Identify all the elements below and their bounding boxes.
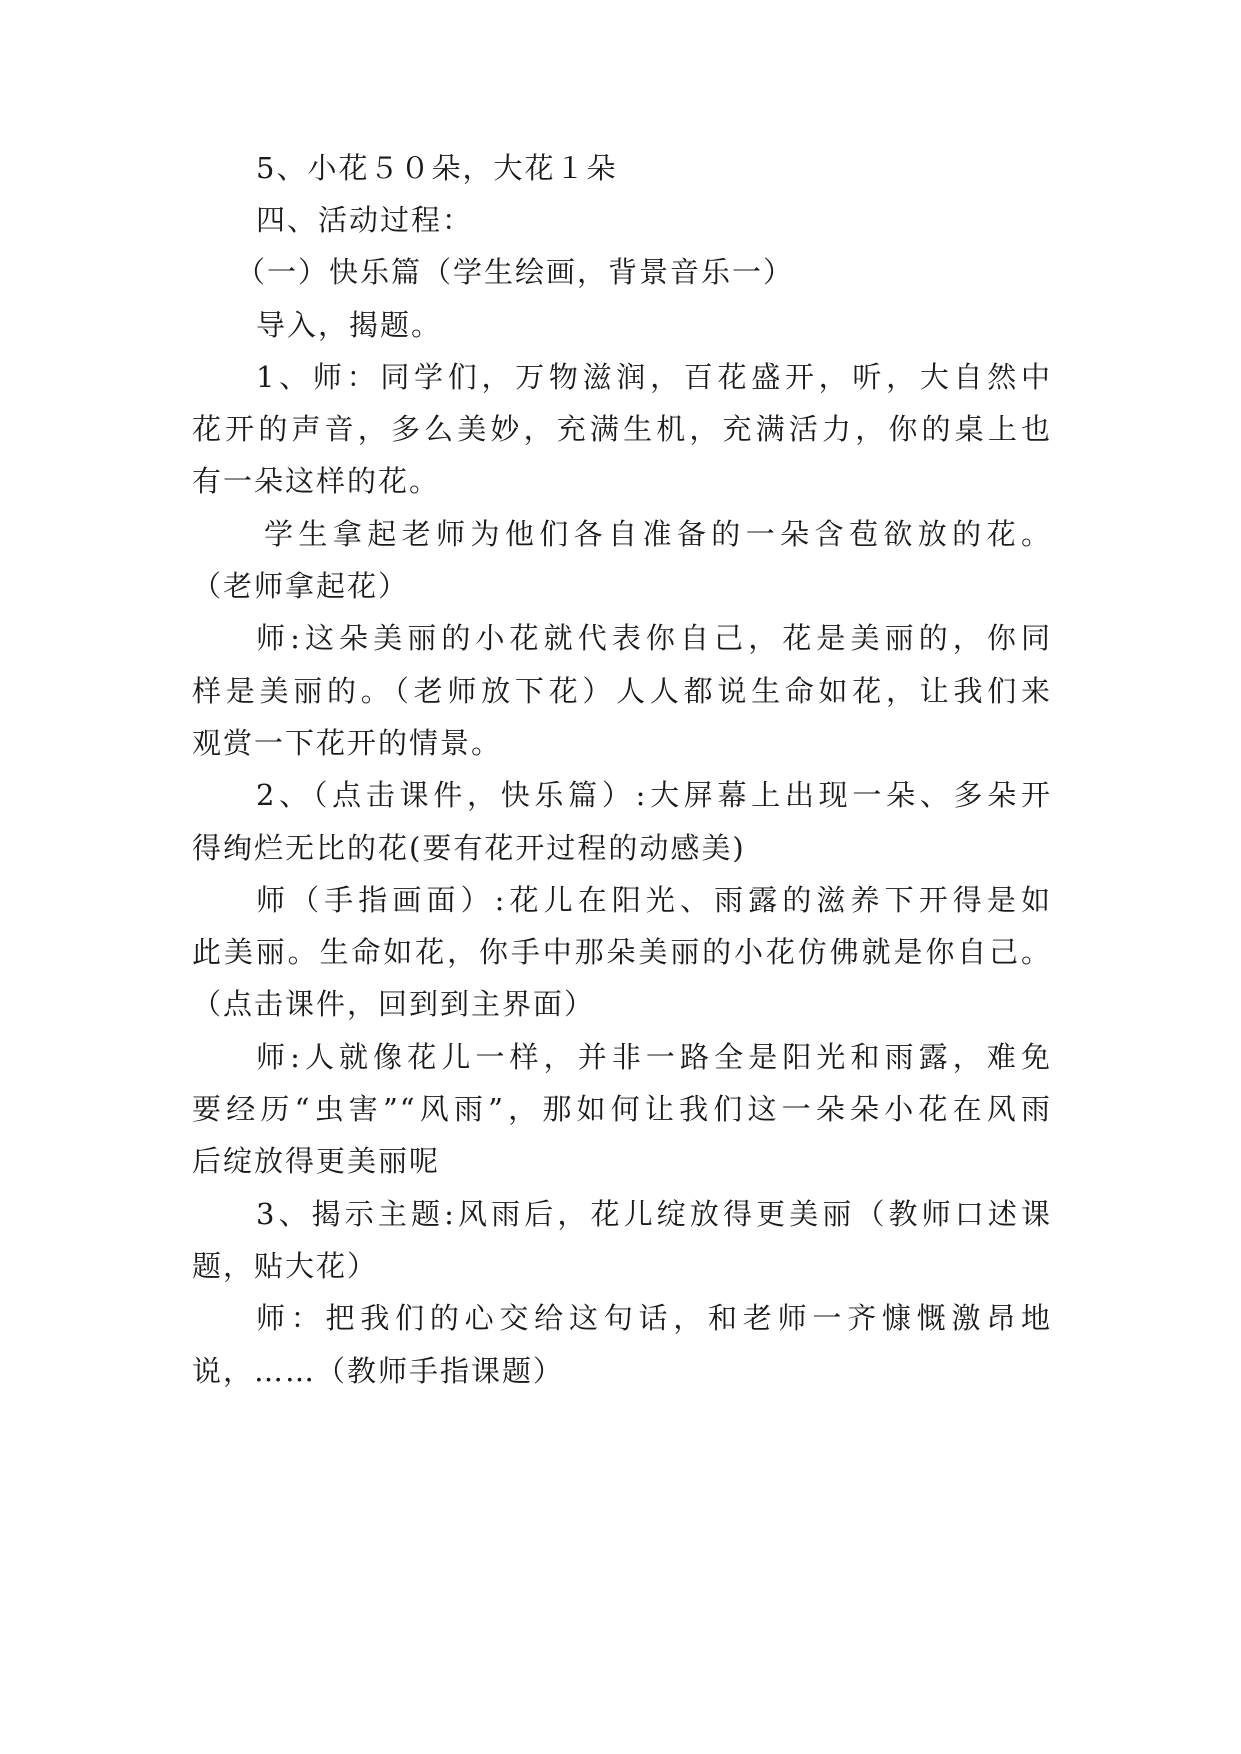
paragraph-line: 样是美丽的。（老师放下花）人人都说生命如花，让我们来: [192, 674, 1052, 708]
paragraph-line: 3、揭示主题:风雨后，花儿绽放得更美丽（教师口述课: [256, 1197, 1052, 1231]
paragraph-line: （老师拿起花）: [192, 569, 410, 603]
paragraph-line: 1、师：同学们，万物滋润，百花盛开，听，大自然中: [256, 360, 1052, 394]
subsection-heading: （一）快乐篇（学生绘画，背景音乐一）: [236, 255, 795, 289]
paragraph-line: （点击课件，回到到主界面）: [192, 987, 596, 1021]
paragraph-line: 师:这朵美丽的小花就代表你自己，花是美丽的，你同: [256, 621, 1052, 655]
paragraph-line: 5、小花５０朵，大花１朵: [256, 151, 618, 185]
paragraph-line: 师：把我们的心交给这句话，和老师一齐慷慨激昂地: [256, 1301, 1052, 1335]
paragraph-line: 要经历“虫害”“风雨”，那如何让我们这一朵朵小花在风雨: [192, 1092, 1052, 1126]
paragraph-line: 后绽放得更美丽呢: [192, 1144, 441, 1178]
paragraph-line: 2、（点击课件，快乐篇）:大屏幕上出现一朵、多朵开: [256, 778, 1052, 812]
paragraph-line: 有一朵这样的花。: [192, 464, 441, 498]
paragraph-line: 观赏一下花开的情景。: [192, 726, 503, 760]
paragraph-line: 师（手指画面）:花儿在阳光、雨露的滋养下开得是如: [256, 883, 1052, 917]
paragraph-line: 学生拿起老师为他们各自准备的一朵含苞欲放的花。: [264, 517, 1052, 551]
paragraph-line: 花开的声音，多么美妙，充满生机，充满活力，你的桌上也: [192, 412, 1052, 446]
paragraph-line: 此美丽。生命如花，你手中那朵美丽的小花仿佛就是你自己。: [192, 935, 1052, 969]
paragraph-line: 师:人就像花儿一样，并非一路全是阳光和雨露，难免: [256, 1040, 1052, 1074]
paragraph-line: 导入，揭题。: [256, 308, 443, 342]
paragraph-line: 说，……（教师手指课题）: [192, 1354, 565, 1388]
paragraph-line: 题，贴大花）: [192, 1249, 379, 1283]
section-heading: 四、活动过程：: [256, 203, 474, 237]
paragraph-line: 得绚烂无比的花(要有花开过程的动感美): [192, 831, 746, 865]
